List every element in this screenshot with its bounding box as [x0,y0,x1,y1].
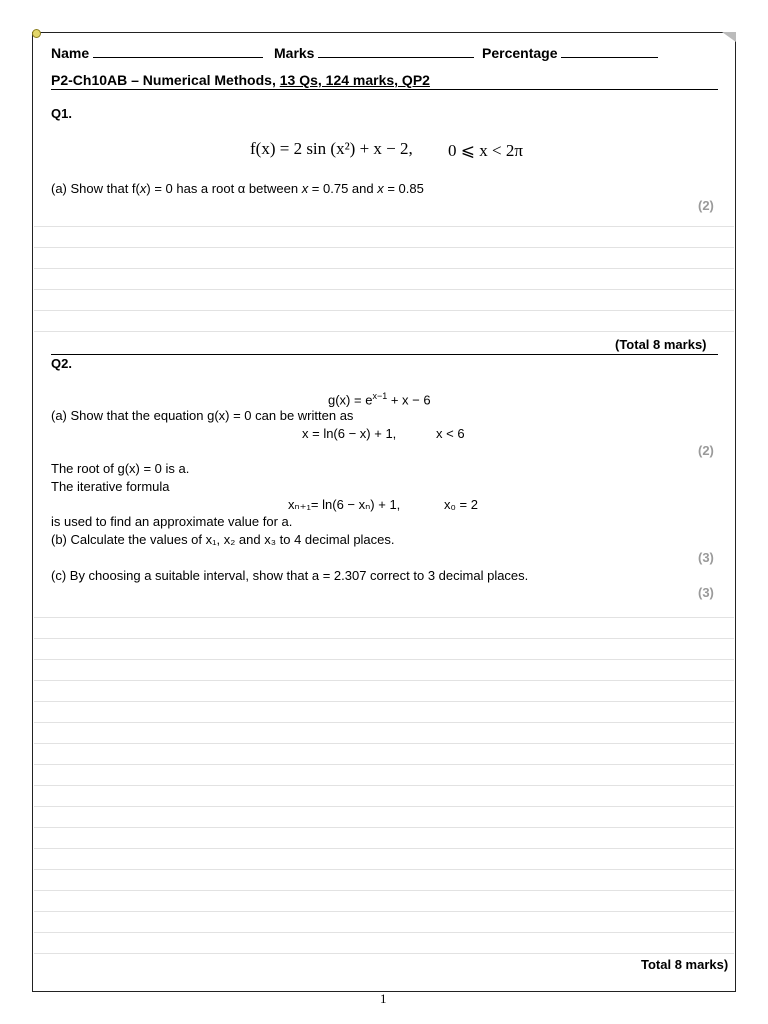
answer-line [34,659,734,660]
q1-end-rule [51,354,718,355]
title-underlined: 13 Qs, 124 marks, QP2 [279,72,430,88]
answer-line [34,827,734,828]
percentage-blank[interactable] [561,57,658,58]
q2a-equation: x = ln(6 − x) + 1, [302,426,397,441]
marks-label: Marks [274,45,315,61]
answer-line [34,932,734,933]
q1-part-a [51,181,424,196]
answer-line [34,268,734,269]
q2-used-text: is used to find an approximate value for a. [51,514,293,529]
q1-label: Q1. [51,106,72,121]
page-number: 1 [380,991,387,1006]
q2-x0: x₀ = 2 [444,497,478,512]
answer-line [34,701,734,702]
pin-icon [32,29,41,38]
q2c-marks: (3) [698,585,714,600]
g-lhs: g(x) = e [328,392,373,408]
answer-line [34,722,734,723]
q2-total: Total 8 marks) [641,957,729,972]
q1a-mid: ) = 0 has a root α between [146,181,302,196]
q2a-text: (a) Show that the equation g(x) = 0 can be written as [51,408,354,423]
q1a-var-3: x [377,181,384,196]
q2-iter-text: The iterative formula [51,479,170,494]
q2b-text: (b) Calculate the values of x₁, x₂ and x₃ to 4 decimal places. [51,532,395,547]
name-label: Name [51,45,90,61]
q2-g-definition [328,391,431,407]
q1-total: (Total 8 marks) [615,337,707,352]
answer-line [34,764,734,765]
answer-line [34,890,734,891]
answer-line [34,638,734,639]
answer-line [34,953,734,954]
percentage-field-label [482,45,658,61]
marks-blank[interactable] [318,57,474,58]
title-plain: P2-Ch10AB – Numerical Methods, [51,72,280,88]
name-blank[interactable] [93,57,263,58]
marks-field-label [274,45,474,61]
answer-line [34,911,734,912]
answer-line [34,331,734,332]
answer-line [34,226,734,227]
answer-line [34,869,734,870]
q2-label: Q2. [51,356,72,371]
q1a-between: = 0.75 and [308,181,378,196]
title-rule [51,89,718,90]
q1a-marks: (2) [698,198,714,213]
q1a-upper: = 0.85 [383,181,424,196]
answer-line [34,806,734,807]
q2-iterative-formula: xₙ₊₁= ln(6 − xₙ) + 1, [288,497,401,512]
q1-domain: 0 ⩽ x < 2π [448,141,523,160]
name-field-label [51,45,263,61]
percentage-label: Percentage [482,45,558,61]
q1a-prefix: (a) Show that f( [51,181,140,196]
answer-line [34,247,734,248]
answer-line [34,310,734,311]
q2b-marks: (3) [698,550,714,565]
answer-line [34,743,734,744]
q1a-var-2: x [301,181,309,196]
answer-line [34,289,734,290]
answer-line [34,680,734,681]
q2c-text: (c) By choosing a suitable interval, show that a = 2.307 correct to 3 decimal places. [51,568,529,583]
q1-function: f(x) = 2 sin (x²) + x − 2, [250,139,413,158]
g-rhs: + x − 6 [387,392,431,408]
q2a-condition: x < 6 [436,426,465,441]
q2-root-text: The root of g(x) = 0 is a. [51,461,190,476]
g-exponent: x−1 [372,391,388,401]
q1a-var: x [139,181,147,196]
page-fold-corner [722,32,736,42]
answer-line [34,785,734,786]
answer-line [34,617,734,618]
paper-title [51,72,430,88]
q2a-marks: (2) [698,443,714,458]
answer-line [34,848,734,849]
